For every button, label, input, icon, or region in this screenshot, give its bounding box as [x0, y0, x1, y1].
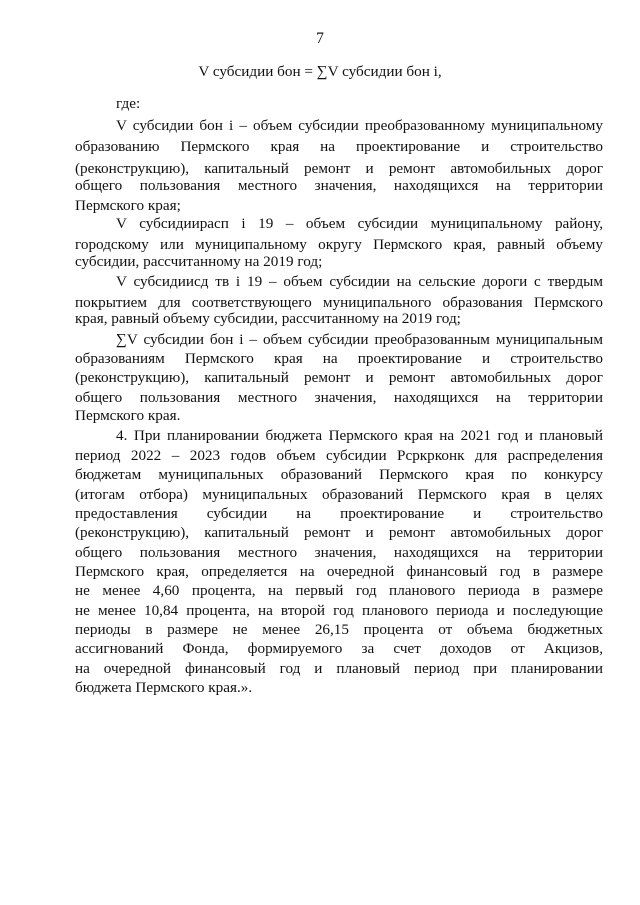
text-line: ассигнований Фонда, формируемого за счет доходов от Акцизов, [75, 640, 603, 657]
text-line: общего пользования местного значения, находящихся на территории [75, 544, 603, 561]
text-line: общего пользования местного значения, находящихся на территории [75, 389, 603, 406]
text-line: (итогам отбора) муниципальных образований Пермского края в целях [75, 486, 603, 503]
text-line: V субсидии бон i – объем субсидии преобразованному муниципальному [116, 117, 603, 134]
text-line: городскому или муниципальному округу Пермского края, равный объему [75, 236, 603, 253]
text-line: Пермского края; [75, 197, 181, 214]
text-line: ∑V субсидии бон i – объем субсидии преобразованным муниципальным [116, 331, 603, 348]
text-line: Пермского края, определяется на очередной финансовый год в размере [75, 563, 603, 580]
text-line: на очередной финансовый год и плановый период при планировании [75, 660, 603, 677]
text-line: края, равный объему субсидии, рассчитанному на 2019 год; [75, 310, 461, 327]
text-line: бюджетам муниципальных образований Пермского края по конкурсу [75, 466, 603, 483]
text-line: предоставления субсидии на проектирование и строительство [75, 505, 603, 522]
text-line: образованиям Пермского края на проектирование и строительство [75, 350, 603, 367]
text-line: периоды в размере не менее 26,15 процента от объема бюджетных [75, 621, 603, 638]
formula: V субсидии бон = ∑V субсидии бон i, [198, 63, 442, 80]
text-line: бюджета Пермского края.». [75, 679, 253, 696]
text-line: общего пользования местного значения, находящихся на территории [75, 177, 603, 194]
text-line: не менее 4,60 процента, на первый год планового периода в размере [75, 582, 603, 599]
text-line: (реконструкцию), капитальный ремонт и ремонт автомобильных дорог [75, 160, 603, 177]
text-line: (реконструкцию), капитальный ремонт и ремонт автомобильных дорог [75, 524, 603, 541]
text-line: Пермского края. [75, 407, 181, 424]
text-line: покрытием для соответствующего муниципального образования Пермского [75, 294, 603, 311]
text-line: не менее 10,84 процента, на второй год планового периода и последующие [75, 602, 603, 619]
text-line: 4. При планировании бюджета Пермского края на 2021 год и плановый [116, 427, 603, 444]
text-line: где: [116, 95, 141, 112]
page-number: 7 [316, 30, 324, 47]
text-line: субсидии, рассчитанному на 2019 год; [75, 253, 323, 270]
text-line: V субсидиирасп i 19 – объем субсидии муниципальному району, [116, 215, 603, 232]
text-line: образованию Пермского края на проектирование и строительство [75, 138, 603, 155]
text-line: (реконструкцию), капитальный ремонт и ремонт автомобильных дорог [75, 369, 603, 386]
text-line: период 2022 – 2023 годов объем субсидии Рсркрконк для распределения [75, 447, 603, 464]
text-line: V субсидиисд тв i 19 – объем субсидии на сельские дороги с твердым [116, 273, 603, 290]
